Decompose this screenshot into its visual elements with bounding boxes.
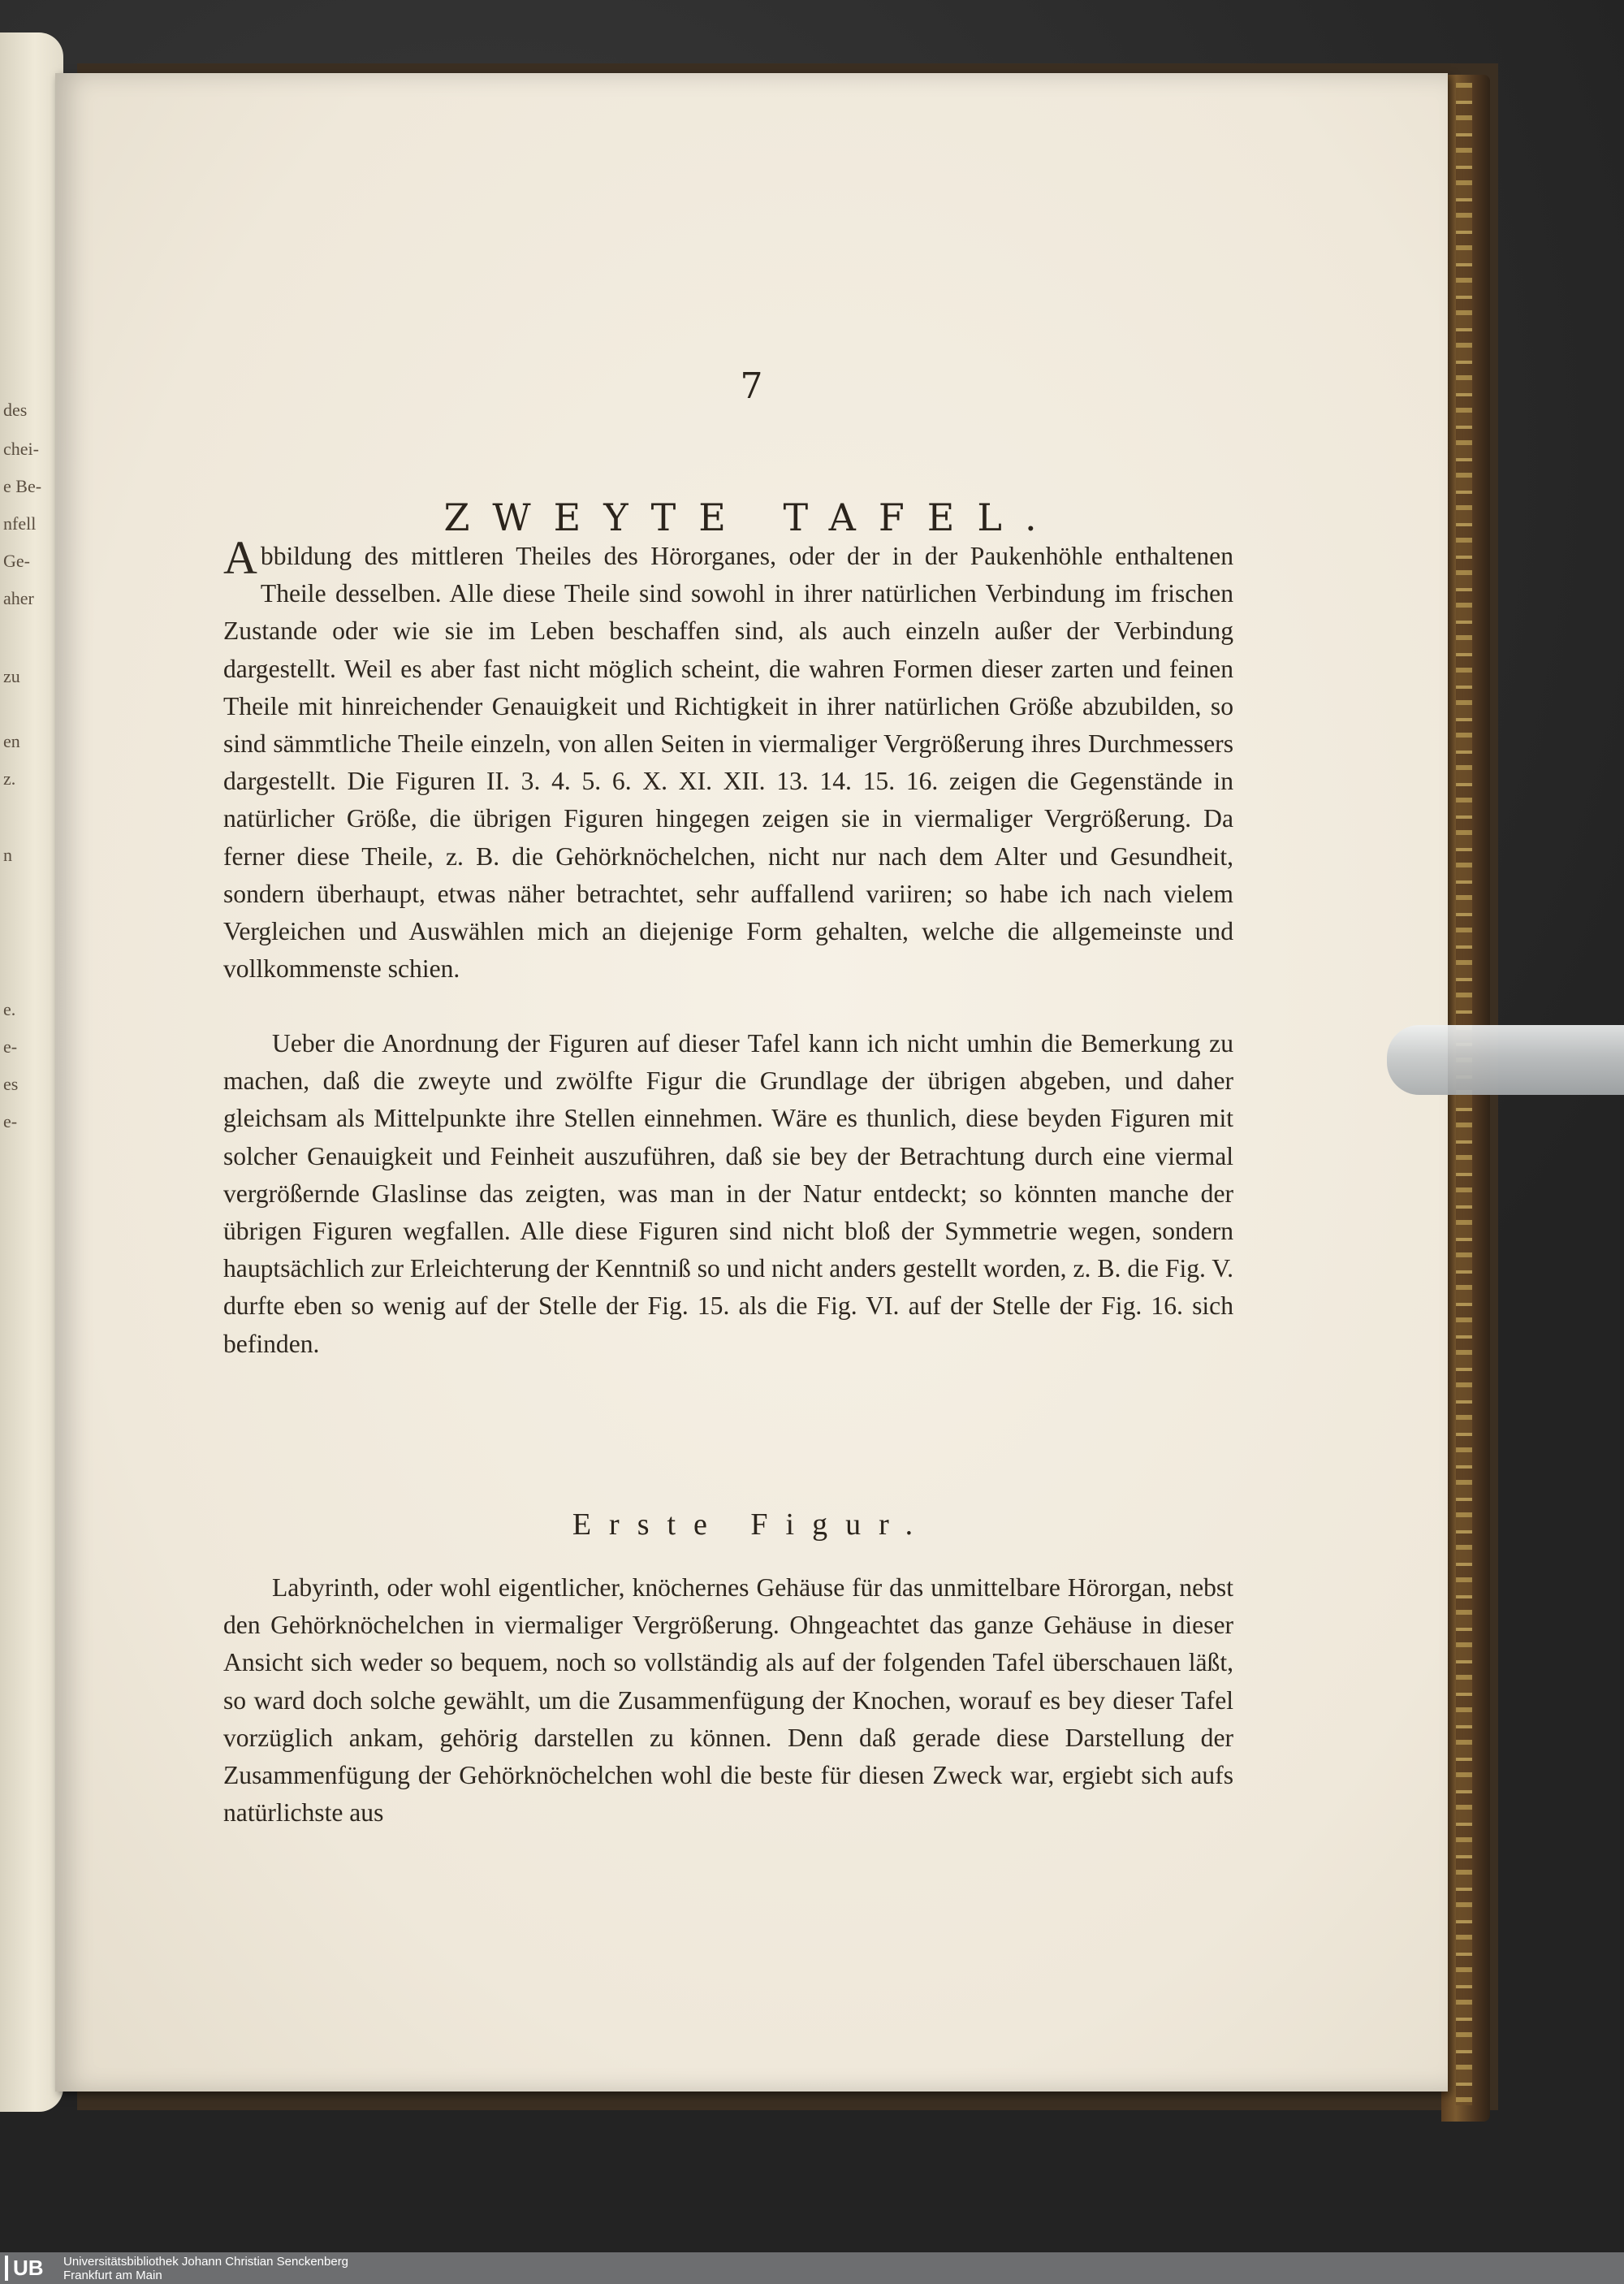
facing-page-fragment: e- bbox=[3, 1111, 18, 1131]
facing-page-fragment: des bbox=[3, 400, 28, 420]
drop-cap: A bbox=[223, 531, 257, 584]
facing-page-fragment: e. bbox=[3, 999, 16, 1019]
footer-credit bbox=[63, 2255, 348, 2282]
section-paragraph: Labyrinth, oder wohl eigentlicher, knöchernes Gehäuse für das unmittelbare Hörorgan, nebst den Gehörknöchelchen in viermaliger Vergrößerung. Ohngeachtet das ganze Gehäuse in dieser Ansicht sich weder so bequem, noch so vollständig als auf der folgenden Tafel überschauen läßt, so ward doch solche gewählt, um die Zusammenfügung der Knochen, worauf es bey dieser Tafel vorzüglich ankam, gehörig darstellen zu können. Denn daß gerade diese Darstellung der Zusammenfügung der Gehörknöchelchen wohl die beste für diesen Zweck war, ergiebt sich aufs natürlichste aus bbox=[223, 1573, 1233, 1828]
footer-line-2: Frankfurt am Main bbox=[63, 2269, 162, 2282]
section-heading: Erste Figur. bbox=[572, 1508, 931, 1542]
facing-page-fragment: en bbox=[3, 731, 20, 751]
library-footer bbox=[0, 2252, 1624, 2284]
second-paragraph: Ueber die Anordnung der Figuren auf dieser Tafel kann ich nicht umhin die Bemerkung zu machen, daß die zweyte und zwölfte Figur die Grundlage der übrigen abgeben, und daher gleichsam als Mittelpunkte ihre Stellen einnehmen. Wäre es thunlich, diese beyden Figuren mit solcher Genauigkeit und Feinheit auszuführen, daß sie bey der Betrachtung durch eine viermal vergrößernde Glaslinse das zeigten, was man in der Natur entdeckt; so könnten manche der übrigen Figuren wegfallen. Alle diese Figuren sind nicht bloß der Symmetrie wegen, sondern hauptsächlich zur Erleichterung der Kenntniß so und nicht anders gestellt worden, z. B. die Fig. V. durfte eben so wenig auf der Stelle der Fig. 15. als die Fig. VI. auf der Stelle der Fig. 16. sich befinden. bbox=[223, 1029, 1233, 1358]
intro-paragraph bbox=[223, 531, 1233, 988]
plate-title: ZWEYTE TAFEL. bbox=[443, 495, 1060, 539]
facing-page-fragment: e- bbox=[3, 1036, 18, 1057]
page-number: 7 bbox=[740, 366, 763, 407]
facing-page-edge bbox=[0, 32, 63, 2112]
gilded-cover-edge bbox=[1441, 75, 1490, 2122]
facing-page-fragment: aher bbox=[3, 588, 34, 608]
facing-page-fragment: chei- bbox=[3, 439, 39, 459]
bookmark-strip bbox=[1387, 1025, 1624, 1095]
book-page bbox=[55, 73, 1448, 2092]
facing-page-fragment: n bbox=[3, 845, 12, 865]
ub-logo: UB bbox=[5, 2256, 58, 2281]
facing-page-fragment: z. bbox=[3, 768, 16, 789]
facing-page-fragment: Ge- bbox=[3, 551, 30, 571]
facing-page-fragment: es bbox=[3, 1074, 19, 1094]
footer-line-1: Universitätsbibliothek Johann Christian Senckenberg bbox=[63, 2255, 349, 2269]
facing-page-fragment: nfell bbox=[3, 513, 37, 534]
facing-page-fragment: zu bbox=[3, 666, 20, 686]
intro-paragraph-text: bbildung des mittleren Theiles des Hörorganes, oder der in der Paukenhöhle enthaltenen Theile desselben. Alle diese Theile sind sowohl in ihrer natürlichen Verbindung im frischen Zustande oder wie sie im Leben beschaffen sind, als auch einzeln außer der Verbindung dargestellt. Weil es aber fast nicht möglich scheint, die wahren Formen dieser zarten und feinen Theile mit hinreichender Genauigkeit und Richtigkeit in ihrer natürlichen Größe abzubilden, so sind sämmtliche Theile einzeln, von allen Seiten in viermaliger Vergrößerung ihres Durchmessers dargestellt. Die Figuren II. 3. 4. 5. 6. X. XI. XII. 13. 14. 15. 16. zeigen die Gegenstände in natürlicher Größe, die übrigen Figuren hingegen zeigen sie in viermaliger Vergrößerung. Da ferner diese Theile, z. B. die Gehörknöchelchen, nicht nur nach dem Alter und Gesundheit, sondern überhaupt, etwas näher betrachtet, sehr auffallend variiren; so habe ich nach vielem Vergleichen und Auswählen mich an diejenige Form gehalten, welche die allgemeinste und vollkommenste schien. bbox=[223, 542, 1233, 984]
facing-page-fragment: e Be- bbox=[3, 476, 42, 496]
